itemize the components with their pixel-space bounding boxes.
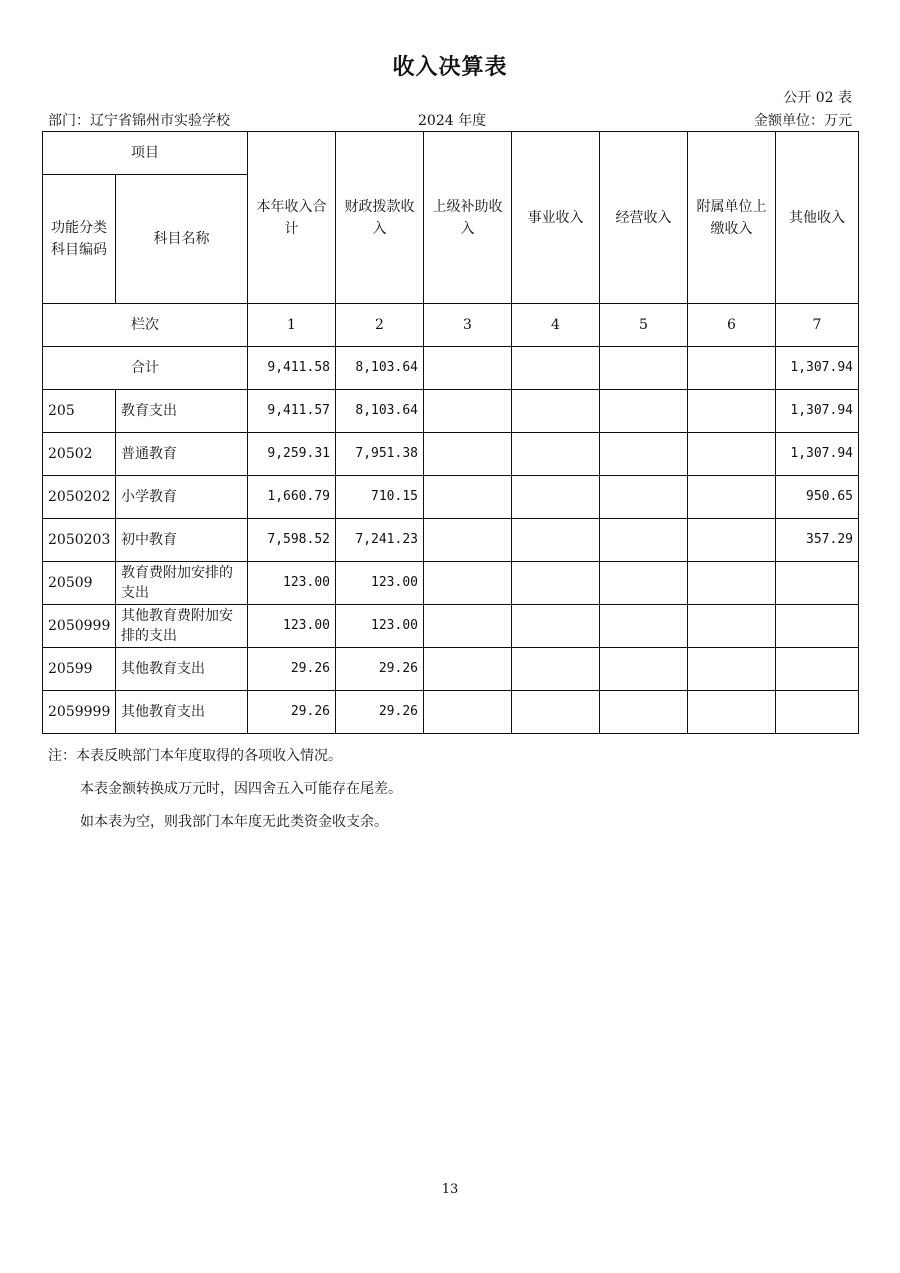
row-cell: 29.26 bbox=[336, 648, 424, 691]
page-number: 13 bbox=[441, 1182, 459, 1197]
row-cell bbox=[600, 433, 688, 476]
row-cell: 710.15 bbox=[336, 476, 424, 519]
column-index: 1 bbox=[248, 304, 336, 347]
row-code: 20502 bbox=[43, 433, 116, 476]
column-index: 6 bbox=[688, 304, 776, 347]
column-index: 3 bbox=[424, 304, 512, 347]
table-row bbox=[43, 691, 859, 734]
row-cell: 29.26 bbox=[248, 648, 336, 691]
row-cell bbox=[688, 562, 776, 605]
row-cell bbox=[688, 691, 776, 734]
header-row-1 bbox=[43, 132, 859, 175]
row-cell bbox=[688, 476, 776, 519]
row-cell: 7,951.38 bbox=[336, 433, 424, 476]
row-cell bbox=[512, 433, 600, 476]
header-col-fiscal: 财政拨款收入 bbox=[336, 132, 424, 304]
row-cell: 9,259.31 bbox=[248, 433, 336, 476]
table-row bbox=[43, 390, 859, 433]
row-cell bbox=[688, 390, 776, 433]
row-cell bbox=[512, 605, 600, 648]
table-row bbox=[43, 605, 859, 648]
row-name: 教育支出 bbox=[116, 390, 248, 433]
row-cell bbox=[688, 433, 776, 476]
row-cell: 357.29 bbox=[776, 519, 859, 562]
table-row bbox=[43, 562, 859, 605]
row-cell bbox=[600, 648, 688, 691]
table-row bbox=[43, 648, 859, 691]
row-cell: 950.65 bbox=[776, 476, 859, 519]
meta-row bbox=[48, 110, 852, 130]
column-index: 4 bbox=[512, 304, 600, 347]
income-table bbox=[42, 131, 859, 734]
row-cell bbox=[512, 691, 600, 734]
row-cell bbox=[512, 390, 600, 433]
header-col-affiliate: 附属单位上缴收入 bbox=[688, 132, 776, 304]
row-code: 20509 bbox=[43, 562, 116, 605]
row-code: 2050999 bbox=[43, 605, 116, 648]
row-cell: 123.00 bbox=[248, 562, 336, 605]
column-index-label: 栏次 bbox=[43, 304, 248, 347]
row-cell: 29.26 bbox=[248, 691, 336, 734]
row-code: 2050202 bbox=[43, 476, 116, 519]
row-cell bbox=[512, 648, 600, 691]
row-cell bbox=[776, 562, 859, 605]
row-cell bbox=[424, 648, 512, 691]
note-line: 注：本表反映部门本年度取得的各项收入情况。 bbox=[48, 748, 342, 764]
row-cell bbox=[776, 605, 859, 648]
row-cell: 1,660.79 bbox=[248, 476, 336, 519]
row-code: 20599 bbox=[43, 648, 116, 691]
total-cell: 8,103.64 bbox=[336, 347, 424, 390]
total-cell: 9,411.58 bbox=[248, 347, 336, 390]
row-cell: 123.00 bbox=[336, 562, 424, 605]
total-cell bbox=[600, 347, 688, 390]
row-cell bbox=[688, 519, 776, 562]
row-name: 教育费附加安排的支出 bbox=[116, 562, 248, 605]
row-cell bbox=[600, 476, 688, 519]
row-cell bbox=[424, 691, 512, 734]
row-name: 其他教育费附加安排的支出 bbox=[116, 605, 248, 648]
row-cell: 8,103.64 bbox=[336, 390, 424, 433]
row-cell bbox=[776, 691, 859, 734]
row-cell bbox=[512, 476, 600, 519]
row-cell bbox=[424, 433, 512, 476]
total-row bbox=[43, 347, 859, 390]
row-cell: 9,411.57 bbox=[248, 390, 336, 433]
row-cell bbox=[424, 390, 512, 433]
row-cell bbox=[512, 562, 600, 605]
row-code: 205 bbox=[43, 390, 116, 433]
total-cell bbox=[424, 347, 512, 390]
header-col-business: 事业收入 bbox=[512, 132, 600, 304]
row-cell bbox=[688, 605, 776, 648]
row-cell: 1,307.94 bbox=[776, 433, 859, 476]
column-index: 2 bbox=[336, 304, 424, 347]
row-cell bbox=[424, 519, 512, 562]
column-index: 7 bbox=[776, 304, 859, 347]
row-cell: 7,598.52 bbox=[248, 519, 336, 562]
note-line: 本表金额转换成万元时，因四舍五入可能存在尾差。 bbox=[80, 781, 402, 797]
total-cell bbox=[688, 347, 776, 390]
total-label: 合计 bbox=[43, 347, 248, 390]
header-project: 项目 bbox=[43, 132, 248, 175]
row-name: 其他教育支出 bbox=[116, 691, 248, 734]
header-col-total: 本年收入合计 bbox=[248, 132, 336, 304]
row-name: 普通教育 bbox=[116, 433, 248, 476]
row-cell: 1,307.94 bbox=[776, 390, 859, 433]
table-row bbox=[43, 519, 859, 562]
form-code: 公开 02 表 bbox=[783, 90, 852, 106]
row-code: 2059999 bbox=[43, 691, 116, 734]
page-title: 收入决算表 bbox=[392, 55, 508, 80]
row-cell bbox=[600, 605, 688, 648]
note-line: 如本表为空，则我部门本年度无此类资金收支余。 bbox=[80, 814, 388, 830]
row-cell bbox=[600, 691, 688, 734]
fiscal-year: 2024 年度 bbox=[418, 113, 487, 129]
row-cell bbox=[424, 562, 512, 605]
column-index: 5 bbox=[600, 304, 688, 347]
row-name: 初中教育 bbox=[116, 519, 248, 562]
header-col-operating: 经营收入 bbox=[600, 132, 688, 304]
row-cell bbox=[512, 519, 600, 562]
row-name: 其他教育支出 bbox=[116, 648, 248, 691]
total-cell: 1,307.94 bbox=[776, 347, 859, 390]
header-func-code: 功能分类科目编码 bbox=[43, 175, 116, 304]
header-subject-name: 科目名称 bbox=[116, 175, 248, 304]
column-index-row bbox=[43, 304, 859, 347]
row-cell bbox=[600, 562, 688, 605]
row-cell: 29.26 bbox=[336, 691, 424, 734]
department-label: 部门：辽宁省锦州市实验学校 bbox=[48, 113, 230, 129]
notes bbox=[48, 740, 402, 839]
total-cell bbox=[512, 347, 600, 390]
row-cell bbox=[424, 476, 512, 519]
row-cell: 7,241.23 bbox=[336, 519, 424, 562]
table-row bbox=[43, 476, 859, 519]
row-cell bbox=[688, 648, 776, 691]
table-row bbox=[43, 433, 859, 476]
row-cell bbox=[600, 390, 688, 433]
row-code: 2050203 bbox=[43, 519, 116, 562]
row-cell bbox=[776, 648, 859, 691]
row-cell: 123.00 bbox=[248, 605, 336, 648]
row-cell bbox=[600, 519, 688, 562]
header-col-other: 其他收入 bbox=[776, 132, 859, 304]
row-name: 小学教育 bbox=[116, 476, 248, 519]
header-col-superior: 上级补助收入 bbox=[424, 132, 512, 304]
row-cell: 123.00 bbox=[336, 605, 424, 648]
row-cell bbox=[424, 605, 512, 648]
amount-unit: 金额单位：万元 bbox=[754, 113, 852, 129]
